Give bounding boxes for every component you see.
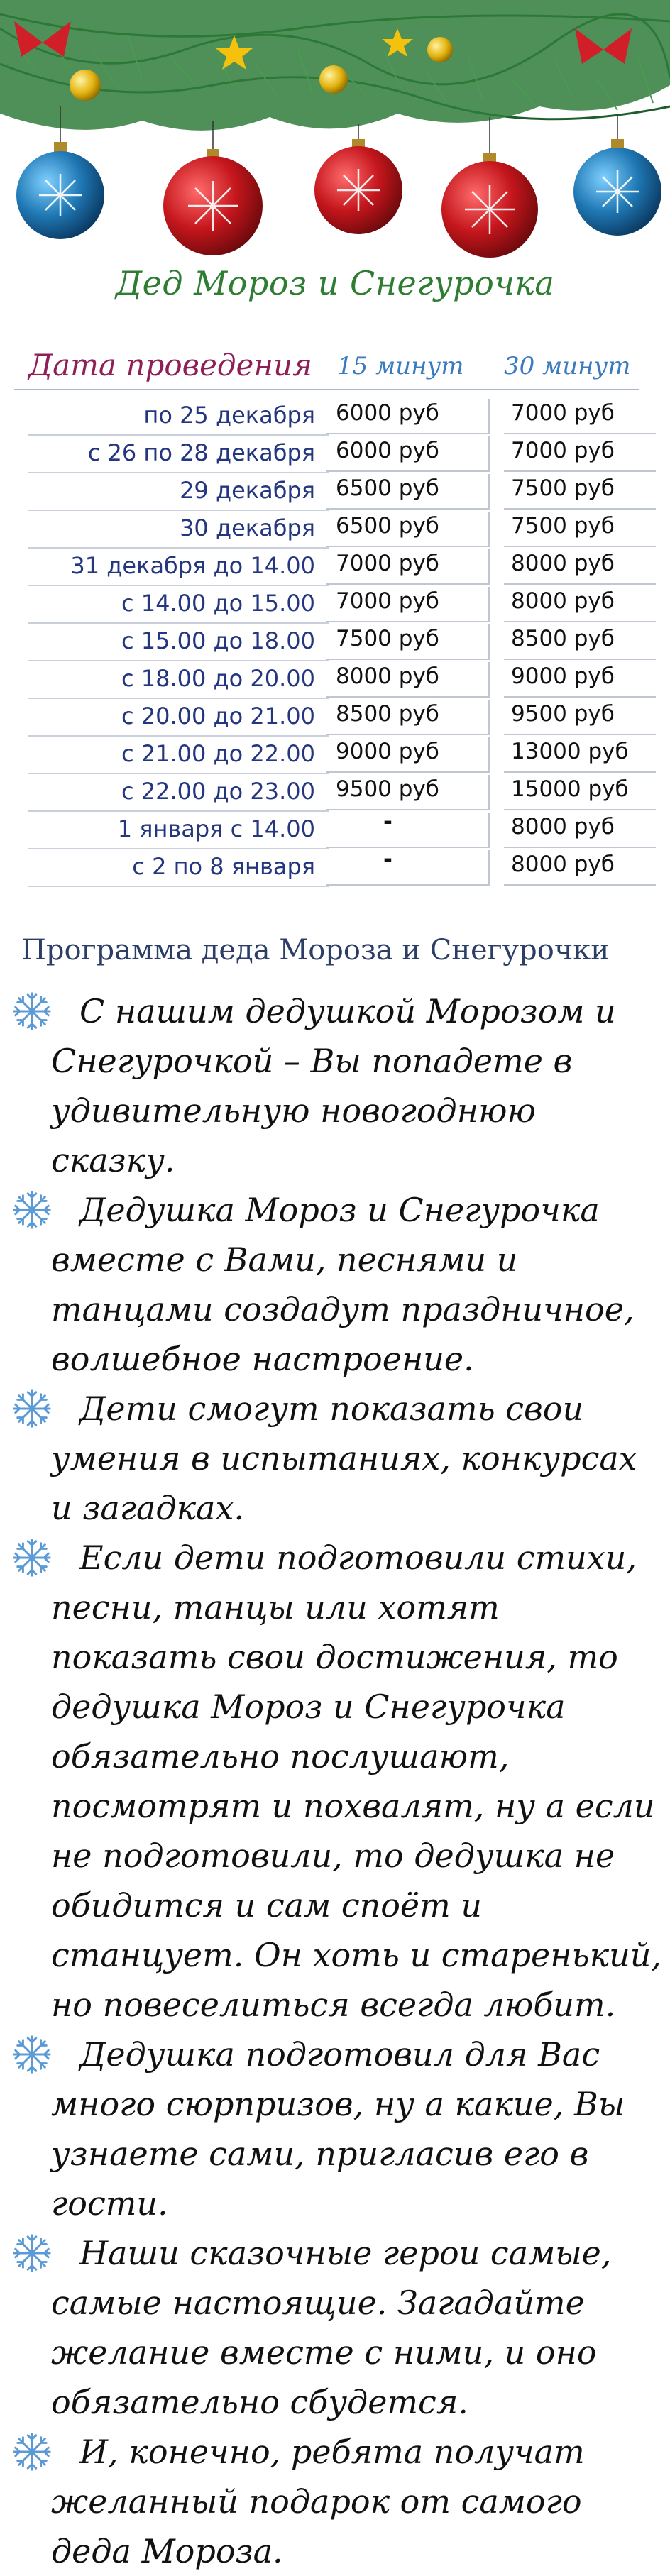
column-header-15-min: 15 минут <box>337 352 464 380</box>
table-row <box>14 809 656 849</box>
table-row <box>14 474 656 511</box>
snowflake-icon <box>11 1537 53 1578</box>
row-price-30: 7500 руб <box>511 475 615 501</box>
column-header-date: Дата проведения <box>28 348 312 382</box>
table-row <box>14 399 656 436</box>
row-price-30: 8000 руб <box>511 852 615 877</box>
table-row <box>14 700 656 737</box>
row-price-15: 7000 руб <box>336 588 439 614</box>
program-item-text: Дедушка подготовил для Вас много сюрпризов, ну а какие, Вы узнаете сами, пригласив его в гости. <box>51 2035 625 2223</box>
row-underline <box>28 472 329 473</box>
row-price-15: 9500 руб <box>336 776 439 802</box>
row-price-30: 7000 руб <box>511 400 615 426</box>
row-price-15: - <box>383 809 392 835</box>
row-price-30: 7500 руб <box>511 513 615 539</box>
program-item-text: Дедушка Мороз и Снегурочка вместе с Вами, песнями и танцами создадут праздничное, волшебное настроение. <box>51 1191 635 1378</box>
table-row <box>14 775 656 812</box>
row-date: с 2 по 8 января <box>132 853 315 880</box>
row-price-30: 13000 руб <box>511 739 629 764</box>
snowflake-icon <box>11 2233 53 2274</box>
row-date: 29 декабря <box>180 477 315 504</box>
column-header-30-min: 30 минут <box>504 352 631 380</box>
program-item-text: Наши сказочные герои самые, самые настоящие. Загадайте желание вместе с ними, и оно обязательно сбудется. <box>51 2234 612 2421</box>
table-row <box>14 587 656 624</box>
program-item-text: Дети смогут показать свои умения в испытаниях, конкурсах и загадках. <box>51 1389 637 1527</box>
row-date: с 22.00 до 23.00 <box>121 778 315 805</box>
row-price-30: 8500 руб <box>511 626 615 651</box>
program-title: Программа деда Мороза и Снегурочки <box>21 934 610 967</box>
row-price-15: 6000 руб <box>336 438 439 463</box>
row-underline <box>28 810 329 812</box>
list-item <box>11 2427 664 2576</box>
row-date: 31 декабря до 14.00 <box>70 552 315 579</box>
table-row <box>14 512 656 549</box>
snowflake-icon <box>11 2431 53 2472</box>
row-date: с 26 по 28 декабря <box>87 439 315 466</box>
list-item <box>11 2228 664 2427</box>
row-date: 30 декабря <box>180 514 315 541</box>
row-underline <box>28 510 329 511</box>
table-row <box>14 662 656 699</box>
cell-border-15 <box>326 847 490 886</box>
row-underline <box>28 547 329 549</box>
price-table <box>14 348 656 908</box>
row-date: по 25 декабря <box>143 402 315 429</box>
list-item <box>11 986 664 1185</box>
row-underline <box>28 735 329 737</box>
table-row <box>14 549 656 586</box>
christmas-garland-icon <box>0 0 670 263</box>
row-date: с 18.00 до 20.00 <box>121 665 315 692</box>
row-date: с 21.00 до 22.00 <box>121 740 315 767</box>
snowflake-icon <box>11 1189 53 1231</box>
row-price-15: 6500 руб <box>336 513 439 539</box>
row-date: с 14.00 до 15.00 <box>121 590 315 617</box>
list-item <box>11 1384 664 1533</box>
row-underline <box>28 585 329 586</box>
row-price-15: 6000 руб <box>336 400 439 426</box>
program-item-text: И, конечно, ребята получат желанный подарок от самого деда Мороза. <box>51 2433 585 2570</box>
row-price-15: 9000 руб <box>336 739 439 764</box>
row-price-15: 7000 руб <box>336 551 439 576</box>
list-item <box>11 1533 664 2030</box>
snowflake-icon <box>11 1388 53 1429</box>
row-underline <box>28 886 329 887</box>
row-date: с 15.00 до 18.00 <box>121 627 315 654</box>
row-price-30: 9500 руб <box>511 701 615 727</box>
table-row <box>14 436 656 473</box>
page-title: Дед Мороз и Снегурочка <box>115 264 555 302</box>
row-price-30: 9000 руб <box>511 664 615 689</box>
row-price-15: 7500 руб <box>336 626 439 651</box>
row-price-15: 6500 руб <box>336 475 439 501</box>
row-price-15: 8500 руб <box>336 701 439 727</box>
row-date: 1 января с 14.00 <box>117 815 315 842</box>
row-price-30: 15000 руб <box>511 776 629 802</box>
row-price-15: 8000 руб <box>336 664 439 689</box>
row-underline <box>28 622 329 624</box>
row-price-30: 8000 руб <box>511 814 615 840</box>
row-price-30: 8000 руб <box>511 551 615 576</box>
program-item-text: Если дети подготовили стихи, песни, танцы или хотят показать свои достижения, то дедушка Мороз и Снегурочка обязательно послушают, посмотрят и похвалят, ну а если не подготовили, то дедушка не обидится и сам споёт и станцует. Он хоть и старенький, но повеселиться всегда любит. <box>51 1539 661 2024</box>
list-item <box>11 1185 664 1384</box>
row-price-30: 7000 руб <box>511 438 615 463</box>
row-price-15: - <box>383 847 392 872</box>
table-row <box>14 847 656 887</box>
row-date: с 20.00 до 21.00 <box>121 703 315 730</box>
header-divider <box>14 389 639 390</box>
program-list <box>11 986 664 2576</box>
row-price-30: 8000 руб <box>511 588 615 614</box>
row-underline <box>28 660 329 661</box>
snowflake-icon <box>11 2034 53 2075</box>
row-underline <box>28 773 329 774</box>
row-underline <box>28 434 329 436</box>
snowflake-icon <box>11 991 53 1032</box>
list-item <box>11 2030 664 2228</box>
row-underline <box>28 848 329 849</box>
table-row <box>14 737 656 774</box>
cell-border-15 <box>326 809 490 848</box>
row-underline <box>28 698 329 699</box>
table-row <box>14 624 656 661</box>
program-item-text: С нашим дедушкой Морозом и Снегурочкой – Вы попадете в удивительную новогоднюю сказку. <box>51 992 616 1179</box>
